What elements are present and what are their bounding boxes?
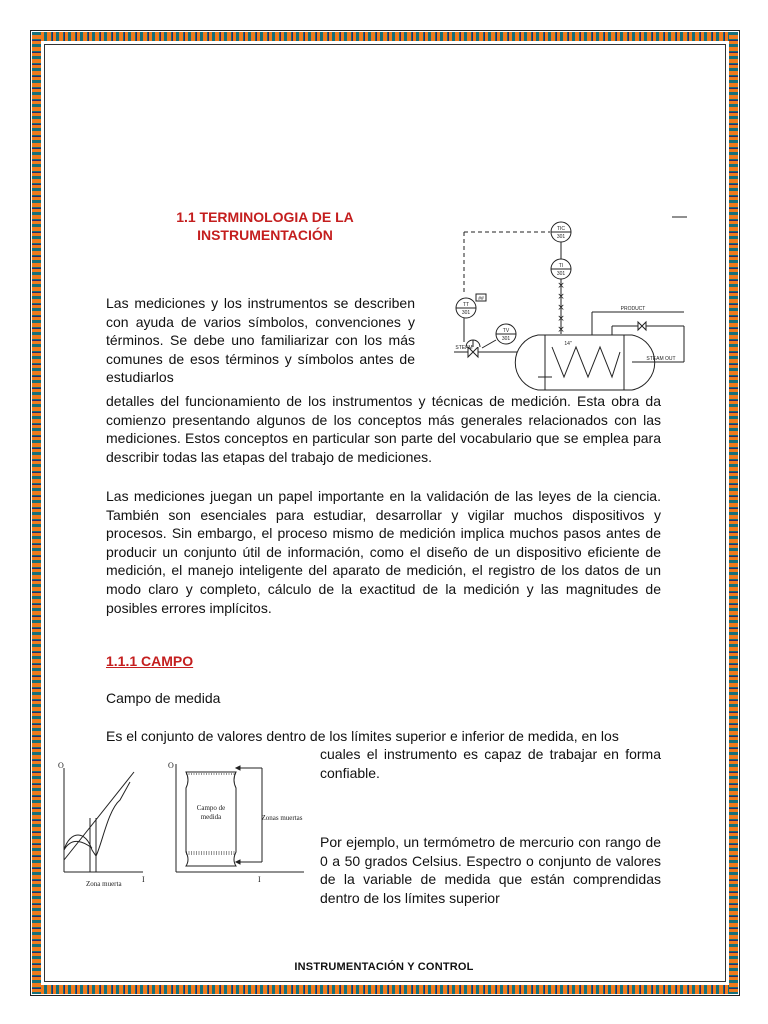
ti-tag: TI [558,263,564,269]
page-footer: INSTRUMENTACIÓN Y CONTROL [294,961,474,973]
steam-label: STEAM [455,345,473,351]
svg-text:×: × [557,314,565,324]
range-field-label-2: medida [200,813,222,821]
product-valve [638,322,646,330]
dead-zone-graph [58,760,158,892]
process-diagram [452,212,692,397]
svg-text:×: × [557,292,565,302]
intro-paragraph-wrapped: Las mediciones y los instrumentos se describen con ayuda de varios símbolos, convenciones y términos. Se debe uno familiarizar con los más comunes de esos términos y símbolos antes de estudiarlos [106,295,415,386]
tic-tag: TIC [556,226,566,232]
tv-number: 301 [501,336,511,342]
dead-zone-y-label: O [58,761,64,770]
example-paragraph: Por ejemplo, un termómetro de mercurio con rango de 0 a 50 grados Celsius. Espectro o conjunto de valores de la variable de medida que están comprendidas dentro de los límites superior [320,834,661,906]
tv-tag: TV [502,328,510,334]
measurement-range-diagram [166,760,311,886]
definition-line: Es el conjunto de valores dentro de los límites superior e inferior de medida, en los [106,728,619,744]
range-field-label-1: Campo de [196,804,226,812]
intro-paragraph-continued: detalles del funcionamiento de los instrumentos y técnicas de medición. Esta obra da comienzo presentando algunos de los conceptos más generales relacionados con las mediciones. Estos conceptos en particular son parte del vocabulario que se emplea para describir todas las etapas del trabajo de mediciones. [106,393,661,465]
subsection-subtitle: Campo de medida [106,690,221,706]
tt-number: 301 [461,310,471,316]
definition-continuation: cuales el instrumento es capaz de trabajar en forma confiable. [320,746,661,781]
heading-line-2: INSTRUMENTACIÓN [197,227,333,243]
svg-text:×: × [557,281,565,291]
dead-zone-x-label: I [142,875,145,884]
size-label: 14" [564,341,572,347]
range-zones-label: Zonas muertas [261,814,303,822]
range-x-label: I [258,875,261,884]
steam-out-label: STEAM OUT [646,356,676,362]
tt-tag: TT [462,302,470,308]
heading-line-1: 1.1 TERMINOLOGIA DE LA [176,209,354,225]
tt-note: ## [478,296,484,302]
dead-zone-label: Zona muerta [86,880,122,888]
svg-text:×: × [557,325,565,335]
ti-number: 301 [556,271,566,277]
svg-text:×: × [557,303,565,313]
tic-number: 301 [556,234,566,240]
subsection-title: 1.1.1 CAMPO [106,653,194,669]
second-paragraph: Las mediciones juegan un papel importante en la validación de las leyes de la ciencia. También son esenciales para estudiar, desarrollar y vigilar muchos dispositivos y procesos. Sin embargo, el proceso mismo de medición implica muchos pasos antes de producir un conjunto útil de información, como el diseño de un dispositivo eficiente de medición, el manejo inteligente del aparato de medición, el registro de los datos de un modo claro y completo, cálculo de la exactitud de la medición y las magnitudes de posibles errores implícitos. [106,488,661,616]
product-label: PRODUCT [620,306,646,312]
range-y-label: O [168,761,174,770]
section-heading [150,208,380,244]
